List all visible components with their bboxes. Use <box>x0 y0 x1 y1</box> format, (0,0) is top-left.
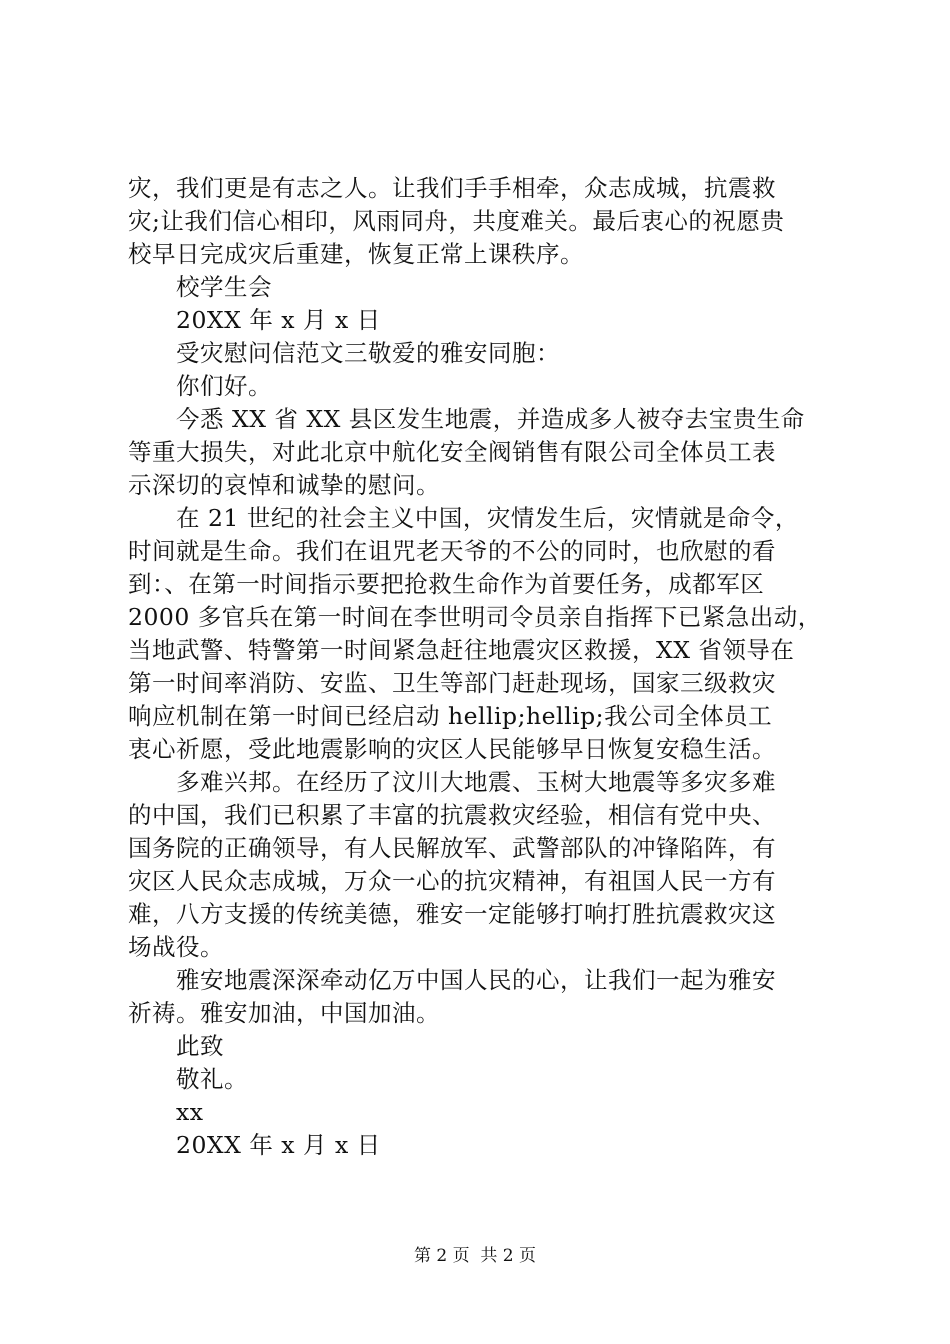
text-line: 今悉 XX 省 XX 县区发生地震，并造成多人被夺去宝贵生命 <box>176 405 805 433</box>
text-line: 到：、在第一时间指示要把抢救生命作为首要任务，成都军区 <box>128 570 765 598</box>
text-line: 灾区人民众志成城，万众一心的抗灾精神，有祖国人民一方有 <box>128 867 776 895</box>
text-line: 当地武警、特警第一时间紧急赶往地震灾区救援，XX 省领导在 <box>128 636 795 664</box>
text-line: 的中国，我们已积累了丰富的抗震救灾经验，相信有党中央、 <box>128 801 776 829</box>
text-line: 此致 <box>176 1032 224 1060</box>
text-line: 在 21 世纪的社会主义中国，灾情发生后，灾情就是命令， <box>176 504 799 532</box>
text-line: 多难兴邦。在经历了汶川大地震、玉树大地震等多灾多难 <box>176 768 776 796</box>
letter-body <box>128 172 828 1162</box>
text-line: 敬礼。 <box>176 1065 248 1093</box>
text-line: 时间就是生命。我们在诅咒老天爷的不公的同时，也欣慰的看 <box>128 537 776 565</box>
text-line: 校学生会 <box>176 273 272 301</box>
text-line: 衷心祈愿，受此地震影响的灾区人民能够早日恢复安稳生活。 <box>128 735 776 763</box>
text-line: 第一时间率消防、安监、卫生等部门赶赴现场，国家三级救灾 <box>128 669 776 697</box>
text-line: 受灾慰问信范文三敬爱的雅安同胞： <box>176 339 560 367</box>
text-line: 灾;让我们信心相印，风雨同舟，共度难关。最后衷心的祝愿贵 <box>128 207 785 235</box>
text-line: 示深切的哀悼和诚挚的慰问。 <box>128 471 440 499</box>
text-line: 你们好。 <box>176 372 272 400</box>
text-line: 校早日完成灾后重建，恢复正常上课秩序。 <box>128 240 584 268</box>
text-line: 灾，我们更是有志之人。让我们手手相牵，众志成城，抗震救 <box>128 174 776 202</box>
text-line: 等重大损失，对此北京中航化安全阀销售有限公司全体员工表 <box>128 438 776 466</box>
page-footer: 第 2 页 共 2 页 <box>413 1246 537 1266</box>
text-line: 祈祷。雅安加油，中国加油。 <box>128 999 440 1027</box>
text-line: xx <box>176 1098 204 1126</box>
text-line: 雅安地震深深牵动亿万中国人民的心，让我们一起为雅安 <box>176 966 776 994</box>
text-line: 20XX 年 x 月 x 日 <box>176 306 381 334</box>
text-line: 20XX 年 x 月 x 日 <box>176 1131 381 1159</box>
text-line: 难，八方支援的传统美德，雅安一定能够打响打胜抗震救灾这 <box>128 900 776 928</box>
text-line: 场战役。 <box>128 933 224 961</box>
text-line: 2000 多官兵在第一时间在李世明司令员亲自指挥下已紧急出动， <box>128 603 822 631</box>
text-line: 国务院的正确领导，有人民解放军、武警部队的冲锋陷阵，有 <box>128 834 776 862</box>
text-line: 响应机制在第一时间已经启动 hellip;hellip;我公司全体员工 <box>128 702 773 730</box>
